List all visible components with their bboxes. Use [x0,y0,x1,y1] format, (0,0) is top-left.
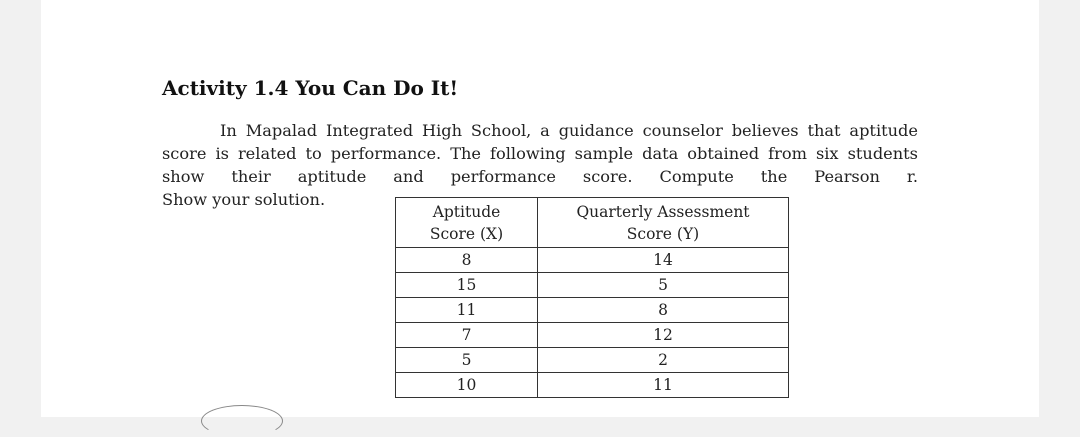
header-y-line2: Score (Y) [626,224,700,243]
cell-x: 11 [396,298,538,323]
table-row [396,373,789,398]
header-x-line2: Score (X) [429,224,504,243]
activity-paragraph-text: In Mapalad Integrated High School, a guidance counselor believes that aptitude score is related to performance. The following sample data obtained from six students show their aptitude and performance score. Compute the Pearson r. [162,121,918,186]
activity-title: Activity 1.4 You Can Do It! [162,76,459,100]
cell-x: 8 [396,248,538,273]
table-row [396,248,789,273]
cell-x: 7 [396,323,538,348]
document-page [41,0,1039,417]
header-quarterly-assessment-score [538,198,789,248]
cell-y: 2 [538,348,789,373]
header-x-line1: Aptitude [432,202,501,221]
activity-paragraph [162,119,918,188]
cell-y: 5 [538,273,789,298]
cell-y: 12 [538,323,789,348]
decorative-arc [201,405,283,437]
table-row [396,298,789,323]
table-header-row [396,198,789,248]
header-y-line1: Quarterly Assessment [576,202,750,221]
cell-x: 5 [396,348,538,373]
data-table [395,197,789,398]
table-row [396,348,789,373]
header-aptitude-score [396,198,538,248]
table-row [396,323,789,348]
cell-y: 14 [538,248,789,273]
cell-y: 11 [538,373,789,398]
cell-x: 15 [396,273,538,298]
table-row [396,273,789,298]
cell-y: 8 [538,298,789,323]
cell-x: 10 [396,373,538,398]
activity-instruction: Show your solution. [162,190,326,209]
